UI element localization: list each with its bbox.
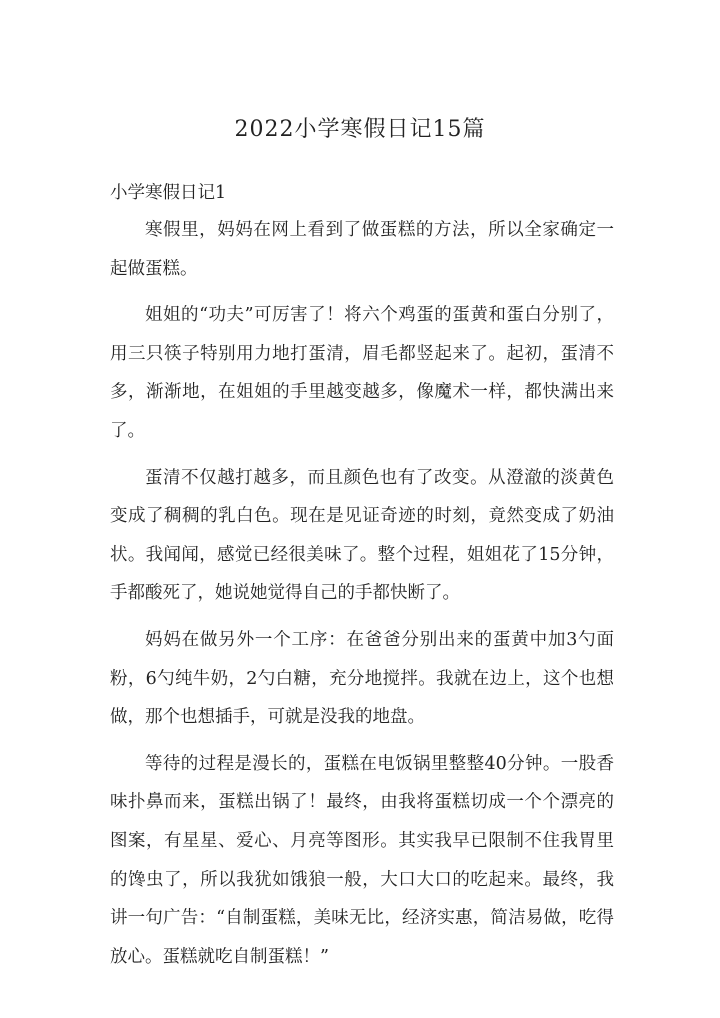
- paragraph: 寒假里，妈妈在网上看到了做蛋糕的方法，所以全家确定一起做蛋糕。: [110, 220, 614, 279]
- document-body: [110, 211, 614, 976]
- paragraph: 蛋清不仅越打越多，而且颜色也有了改变。从澄澈的淡黄色变成了稠稠的乳白色。现在是见证奇迹的时刻，竟然变成了奶油状。我闻闻，感觉已经很美味了。整个过程，姐姐花了15分钟，手都酸死了，她说她觉得自己的手都快断了。: [110, 467, 614, 604]
- paragraph: 姐姐的“功夫”可厉害了！将六个鸡蛋的蛋黄和蛋白分别了，用三只筷子特别用力地打蛋清，眉毛都竖起来了。起初，蛋清不多，渐渐地，在姐姐的手里越变越多，像魔术一样，都快满出来了。: [110, 305, 614, 441]
- section-heading: 小学寒假日记1: [110, 183, 227, 203]
- paragraph: 等待的过程是漫长的，蛋糕在电饭锅里整整40分钟。一股香味扑鼻而来，蛋糕出锅了！最终，由我将蛋糕切成一个个漂亮的图案，有星星、爱心、月亮等图形。其实我早已限制不住我胃里的馋虫了，所以我犹如饿狼一般，大口大口的吃起来。最终，我讲一句广告：“自制蛋糕，美味无比，经济实惠，简洁易做，吃得放心。蛋糕就吃自制蛋糕！”: [110, 753, 614, 967]
- paragraph: 妈妈在做另外一个工序：在爸爸分别出来的蛋黄中加3勺面粉，6勺纯牛奶，2勺白糖，充分地搅拌。我就在边上，这个也想做，那个也想插手，可就是没我的地盘。: [110, 629, 614, 728]
- document-title: 2022小学寒假日记15篇: [234, 117, 486, 142]
